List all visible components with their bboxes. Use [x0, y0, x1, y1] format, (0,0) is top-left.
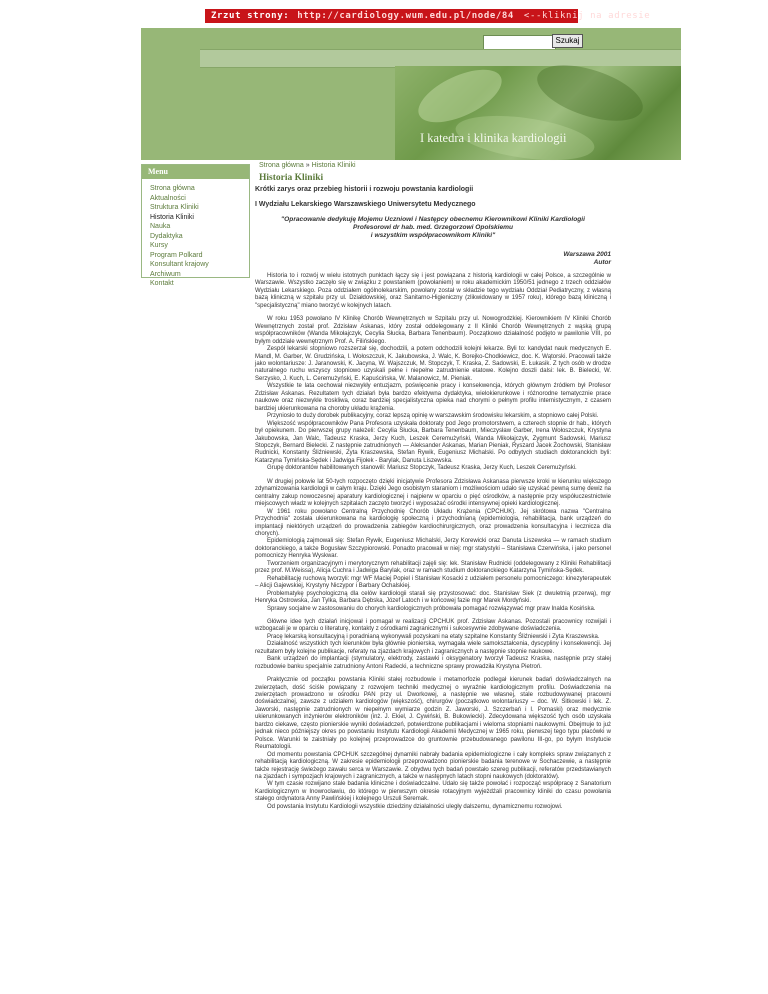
sidebar-item-historia[interactable]: Historia Kliniki [150, 213, 194, 221]
signature-author: Autor [593, 258, 611, 266]
sidebar-item-kontakt[interactable]: Kontakt [150, 280, 174, 287]
article-paragraph: Rehabilitację ruchową tworzyli: mgr WF Maciej Popiel i Stanisław Kosacki z udziałem personelu pomocniczego: kinezyterapeutek – Alicji Gajewskiej, Krystyny Niczypor i Barbary Ochalskiej. [255, 575, 611, 590]
site-title: I katedra i klinika kardiologii [420, 131, 567, 145]
article-paragraph: Historia to i rozwój w wielu istotnych punktach łączy się i jest powiązana z historią kardiologii w całej Polsce, a szczególnie w Warszawie. Wszystko zaczęło się w związku z powstaniem (powołaniem) w roku akademickim 1950/51 jednego z trzech oddziałów Wydziału Lekarskiego. Poza oddziałem ogólnolekarskim, powołany został w składzie tego wydziału Oddział Pediatryczny, z własną bazą kliniczną w szpitalu przy ul. Działdowskiej, oraz Sanitarno-Higieniczny (zlikwidowany w 1957 roku), którego bazą kliniczną i "specjalistyczną" miano tworzyć w kolejnych latach. [255, 273, 611, 309]
sidebar-item-struktura[interactable]: Struktura Kliniki [150, 204, 199, 211]
article-paragraph: Problematykę psychologiczną dla celów kardiologii starali się przystosować: doc. Stanisław Siek (z dwuletnią przerwą), mgr Henryka Ostrowska, Jan Tylka, Barbara Dębska, Józef Latoch i w końcowej fazie mgr Marek Mordyński. [255, 590, 611, 605]
archive-url-link[interactable]: http://cardiology.wum.edu.pl/node/84 [297, 11, 514, 21]
article-paragraph: W 1961 roku powołano Centralną Przychodnię Chorób Układu Krążenia (CPCHUK). Jej skrótowa nazwa "Centralna Przychodnia" została ukierunkowana na kardiologię społeczną i przychodnianą (epidemiologia, rehabilitacja, bank urządzeń do implantacji niektórych urządzeń do prowadzenia zabiegów kardiochirurgicznych, oraz prowadzenia konsultacyjna i lecznicza dla chorych). [255, 508, 611, 537]
article-paragraph: Główne idee tych działań inicjował i pomagał w realizacji CPCHUK prof. Zdzisław Askanas. Pozostali pracownicy rozwijali i wzbogacali je w oparciu o literaturę, kontakty z ośrodkami zagranicznymi i sukcesywnie zdobywane doświadczenia. [255, 618, 611, 633]
breadcrumb-separator: » [305, 162, 310, 169]
dedication-line: i wszystkim współpracownikom Kliniki" [370, 232, 496, 240]
archive-label: Zrzut strony: [211, 11, 290, 21]
signature-date: Warszawa 2001 [563, 250, 611, 258]
article-paragraph: Sprawy socjalne w zastosowaniu do chorych kardiologicznych próbowała pomagać rozwiązywać mgr praw Inalda Kosińska. [267, 605, 596, 612]
article-paragraph: Bank urządzeń do implantacji (stymulatory, elektrody, zastawki i oksygenatory tworzył Tadeusz Kraska, następnie przy stałej rozbudowie banku specjalnie zatrudniony Antoni Radecki, a techniczne sprawy prowadziła Krystyna Pietroń. [255, 656, 611, 670]
article-body [255, 178, 611, 990]
archive-hint: <--kliknij na adresie [523, 11, 651, 21]
sidebar-item-nauka[interactable]: Nauka [150, 223, 171, 230]
dedication-line: "Opracowanie dedykuję Mojemu Uczniowi i Następcy obecnemu Kierownikowi Kliniki Kardiologii [281, 216, 585, 223]
sidebar-heading: Menu [142, 165, 249, 179]
page-title: Historia Kliniki [259, 173, 324, 183]
sidebar-item-konsultant[interactable]: Konsultant krajowy [150, 261, 209, 268]
sidebar-item-archiwum[interactable]: Archiwum [150, 270, 181, 278]
archive-banner[interactable] [205, 9, 651, 23]
sidebar-item-polkard[interactable]: Program Polkard [150, 251, 203, 259]
article-paragraph: Tworzeniem organizacyjnym i merytorycznym rehabilitacji zajęli się: lek. Stanisław Rudnicki (oddelegowany z Kliniki Rehabilitacji przez prof. M.Weissa), Alicja Cuchra i Jadwiga Barylak, oraz w ramach studium doktoranckiego Katarzyna Tymińska-Sędek. [255, 560, 611, 575]
search-button[interactable]: Szukaj [552, 34, 583, 48]
search-input[interactable] [483, 35, 556, 50]
article-paragraphs [255, 273, 611, 811]
breadcrumb-home-link[interactable]: Strona główna [259, 162, 304, 169]
article-paragraph: Przyniosło to duży dorobek publikacyjny, coraz lepszą opinię w warszawskim środowisku lekarskim, a stopniowo całej Polski. [267, 413, 599, 420]
article-paragraph: Wszystkie te lata cechował niezwykły entuzjazm, poświęcenie pracy i konsekwencja, których głównym źródłem był Profesor Zdzisław Askanas. Rezultatem tych działań była bardzo efektywna dydaktyka, wielokierunkowe i różnorodne tematycznie prace naukowe oraz niezwykle troskliwa, coraz bardziej specjalistyczna opieka nad chorymi o pełnym profilu internistycznym, z czasem bardziej ukierunkowana na choroby układu krążenia. [255, 383, 611, 412]
sidebar-item-strona-glowna[interactable]: Strona główna [150, 185, 195, 192]
article-subheading: I Wydziału Lekarskiego Warszawskiego Uniwersytetu Medycznego [255, 201, 476, 208]
article-paragraph: Działalność wszystkich tych kierunków była głównie pionierska, wymagała wiele samokształcenia, dyscypliny i konsekwencji. Jej rezultatem były kolejne publikacje, referaty na zjazdach krajowych i zagranicznych a następnie stopnie naukowe. [255, 641, 611, 655]
archive-topbar [0, 0, 768, 28]
sidebar-menu [141, 164, 250, 287]
article-paragraph: Pracę lekarską konsultacyjną i poradnianą wykonywali pozyskani na etaty szpitalne Konstanty Śliźniewski i Zyta Kraszewska. [267, 633, 600, 640]
article-heading: Krótki zarys oraz przebieg historii i rozwoju powstania kardiologii [255, 186, 474, 193]
sidebar-item-aktualnosci[interactable]: Aktualności [150, 194, 186, 202]
article-paragraph: Od powstania Instytutu Kardiologii wszystkie dziedziny działalności uległy dalszemu, dynamicznemu rozwojowi. [267, 803, 563, 810]
article-paragraph: Praktycznie od początku powstania Kliniki stałej rozbudowie i metamorfozie podlegał kierunek badań doświadczalnych na zwierzętach, dość ściśle powiązany z rozwojem techniki medycznej o wyraźnie kardiologicznym profilu. Doświadczenia na zwierzętach prowadzono w ośrodku PAN przy ul. Dworkowej, a następnie we własnej, stale rozbudowywanej pracowni doświadczalnej, zawsze z udziałem kardiologów (większość), chirurgów (początkowo wolontariuszy – doc. W. Sitkowski i lek. Z. Jaworski, następnie zatrudnionych w niepełnym wymiarze godzin Z. Jaworski, J. Szczerbań i I. Pomaski) oraz medycznie ukierunkowanych inżynierów elektroników (inż. J. Ekiel, J. Cywiński, B. Bukowiecki). Zdecydowana większość tych osób uzyskała bardzo ciekawe, często pionierskie wyniki doświadczeń, potwierdzone publikacjami i wieloma stopniami naukowymi. Obejmuje to już jednak nieco późniejszy okres po powstaniu Instytutu Kardiologii Akademii Medycznej w 1965 roku, pierwszej tego typu placówki w Polsce. Warunki te zaistniały po kolejnej przeprowadzce do gruntownie przebudowanego pawilonu III-go, po byłym Instytucie Reumatologii. [255, 677, 611, 751]
article-paragraph: Epidemiologią zajmowali się: Stefan Rywik, Eugeniusz Michalski, Jerzy Korewicki oraz Danuta Liszewska — w ramach studium doktoranckiego, a także Bogusław Szczypiorowski. Ponadto pracowali w niej: mgr statystyki – Stanisława Czerwińska, i jako personel pomocniczy Henryka Wyskwar. [255, 538, 611, 560]
breadcrumb-current-link[interactable]: Historia Kliniki [311, 162, 356, 169]
article-paragraph: Grupę doktorantów habilitowanych stanowili: Mariusz Stopczyk, Tadeusz Kraska, Jerzy Kuch, Leszek Ceremużyński. [267, 465, 577, 472]
article-paragraph: Od momentu powstania CPCHUK szczególnej dynamiki nabrały badania epidemiologiczne i cały kompleks spraw związanych z rehabilitacją kardiologiczną. W zakresie epidemiologii przeprowadzono pionierskie badania terenowe w Sochaczewie, a następnie także rejestrację świeżego zawału serca w Warszawie. Z obydwu tych badań powstało szereg publikacji, referatów przedstawianych na zjazdach i sympozjach krajowych i zagranicznych, a także w następnych latach stopni naukowych (doktoratów). [255, 751, 611, 781]
dedication-line: Profesorowi dr hab. med. Grzegorzowi Opolskiemu [352, 224, 514, 232]
article-paragraph: W roku 1953 powołano IV Klinikę Chorób Wewnętrznych w Szpitalu przy ul. Nowogrodzkiej. Kierownikiem IV Kliniki Chorób Wewnętrznych został prof. Zdzisław Askanas, który został oddelegowany z II Kliniki Chorób Wewnętrznych z wąską grupą współpracowników (Wanda Mikołajczyk, Cecylia Słucka, Barbara Tenenbaum). Początkowo działalność podjęto w pawilonie VIII, po byłym oddziale wewnętrznym Prof. A. Filińskiego. [255, 316, 611, 345]
article-paragraph: W drugiej połowie lat 50-tych rozpoczęto dzięki inicjatywie Profesora Zdzisława Askanasa pierwsze kroki w kierunku większego zdynamizowania kardiologii w całym kraju. Dzięki Jego osobistym staraniom i możliwościom udało się uzyskać pewną sumę dewiz na centralny zakup nowoczesnej aparatury kardiologicznej i najpierw w oparciu o pięć ośrodków, a następnie przy współuczestnictwie miejscowych władz w kolejnych szpitalach zaczęto tworzyć i wyposażać ośrodki intensywnej opieki kardiologicznej. [255, 478, 611, 508]
breadcrumb [259, 161, 609, 170]
sidebar-item-kursy[interactable]: Kursy [150, 242, 168, 249]
article-paragraph: W tym czasie rozwijano stale badania kliniczne i doświadczalne. Udało się także powołać i rozpocząć współpracę z Sanatorium Kardiologicznym w Inowrocławiu, do którego w pierwszym okresie rotacyjnym wyjeżdżali pracownicy kliniki do czasu powołania stałego ordynatora Anny Pawlińskiej i kolejnego Urszuli Seremak. [255, 781, 611, 803]
article-paragraph: Większość współpracowników Pana Profesora uzyskała doktoraty pod Jego promotorstwem, a czterech stopnie dr hab., których był opiekunem. Do pierwszej grupy należeli: Cecylia Słucka, Barbara Tenenbaum, Mieczysław Garber, Irena Wołoszczuk, Krystyna Jakubowska, Jan Walc, Tadeusz Kraska, Jerzy Kuch, Leszek Ceremużyński, Wanda Mikołajczyk, Zygmunt Sadowski, Mariusz Stopczyk, Bernard Bielecki. Z następnie zatrudnionych — Aleksander Askanas, Marian Pieniak, Ryszard Jacek Żochowski, Stanisław Rudnicki, Konstanty Śliźniewski, Zyta Kraszewska, Stefan Rywik, Eugeniusz Michalski. Po odbytych studiach doktoranckich byli: Katarzyna Tymińska-Sędek i Jadwiga Fijołek - Barylak, Danuta Liszewska. [255, 420, 611, 464]
article-paragraph: Zespół lekarski stopniowo rozszerzał się, dochodzili, a potem odchodzili kolejni lekarze. Byli to: kandydat nauk medycznych E. Mandl, M. Garber, W. Grudzińska, I. Wołoszczuk, K. Jakubowska, J. Walc, K. Borejko-Chodkiewicz, doc. K. Wątorski. Pracowali także jako wolontariusze: J. Jaranowski, K. Jacyna, W. Wajszczuk, M. Stopczyk, T. Kraska, Z. Sadowski, E. Łukasik. Z tych osób w drodze naturalnego ruchu wszyscy stopniowo uzyskali pełne i niepełne zatrudnienie etatowe. Kolejno doszli dalsi: lek. B. Bielecki, W. Serzysko, J. Kuch, L. Ceremużyński, E. Kapuścińska, W. Malanowicz, M. Pieniak. [255, 346, 611, 382]
sidebar-item-dydaktyka[interactable]: Dydaktyka [150, 232, 183, 240]
